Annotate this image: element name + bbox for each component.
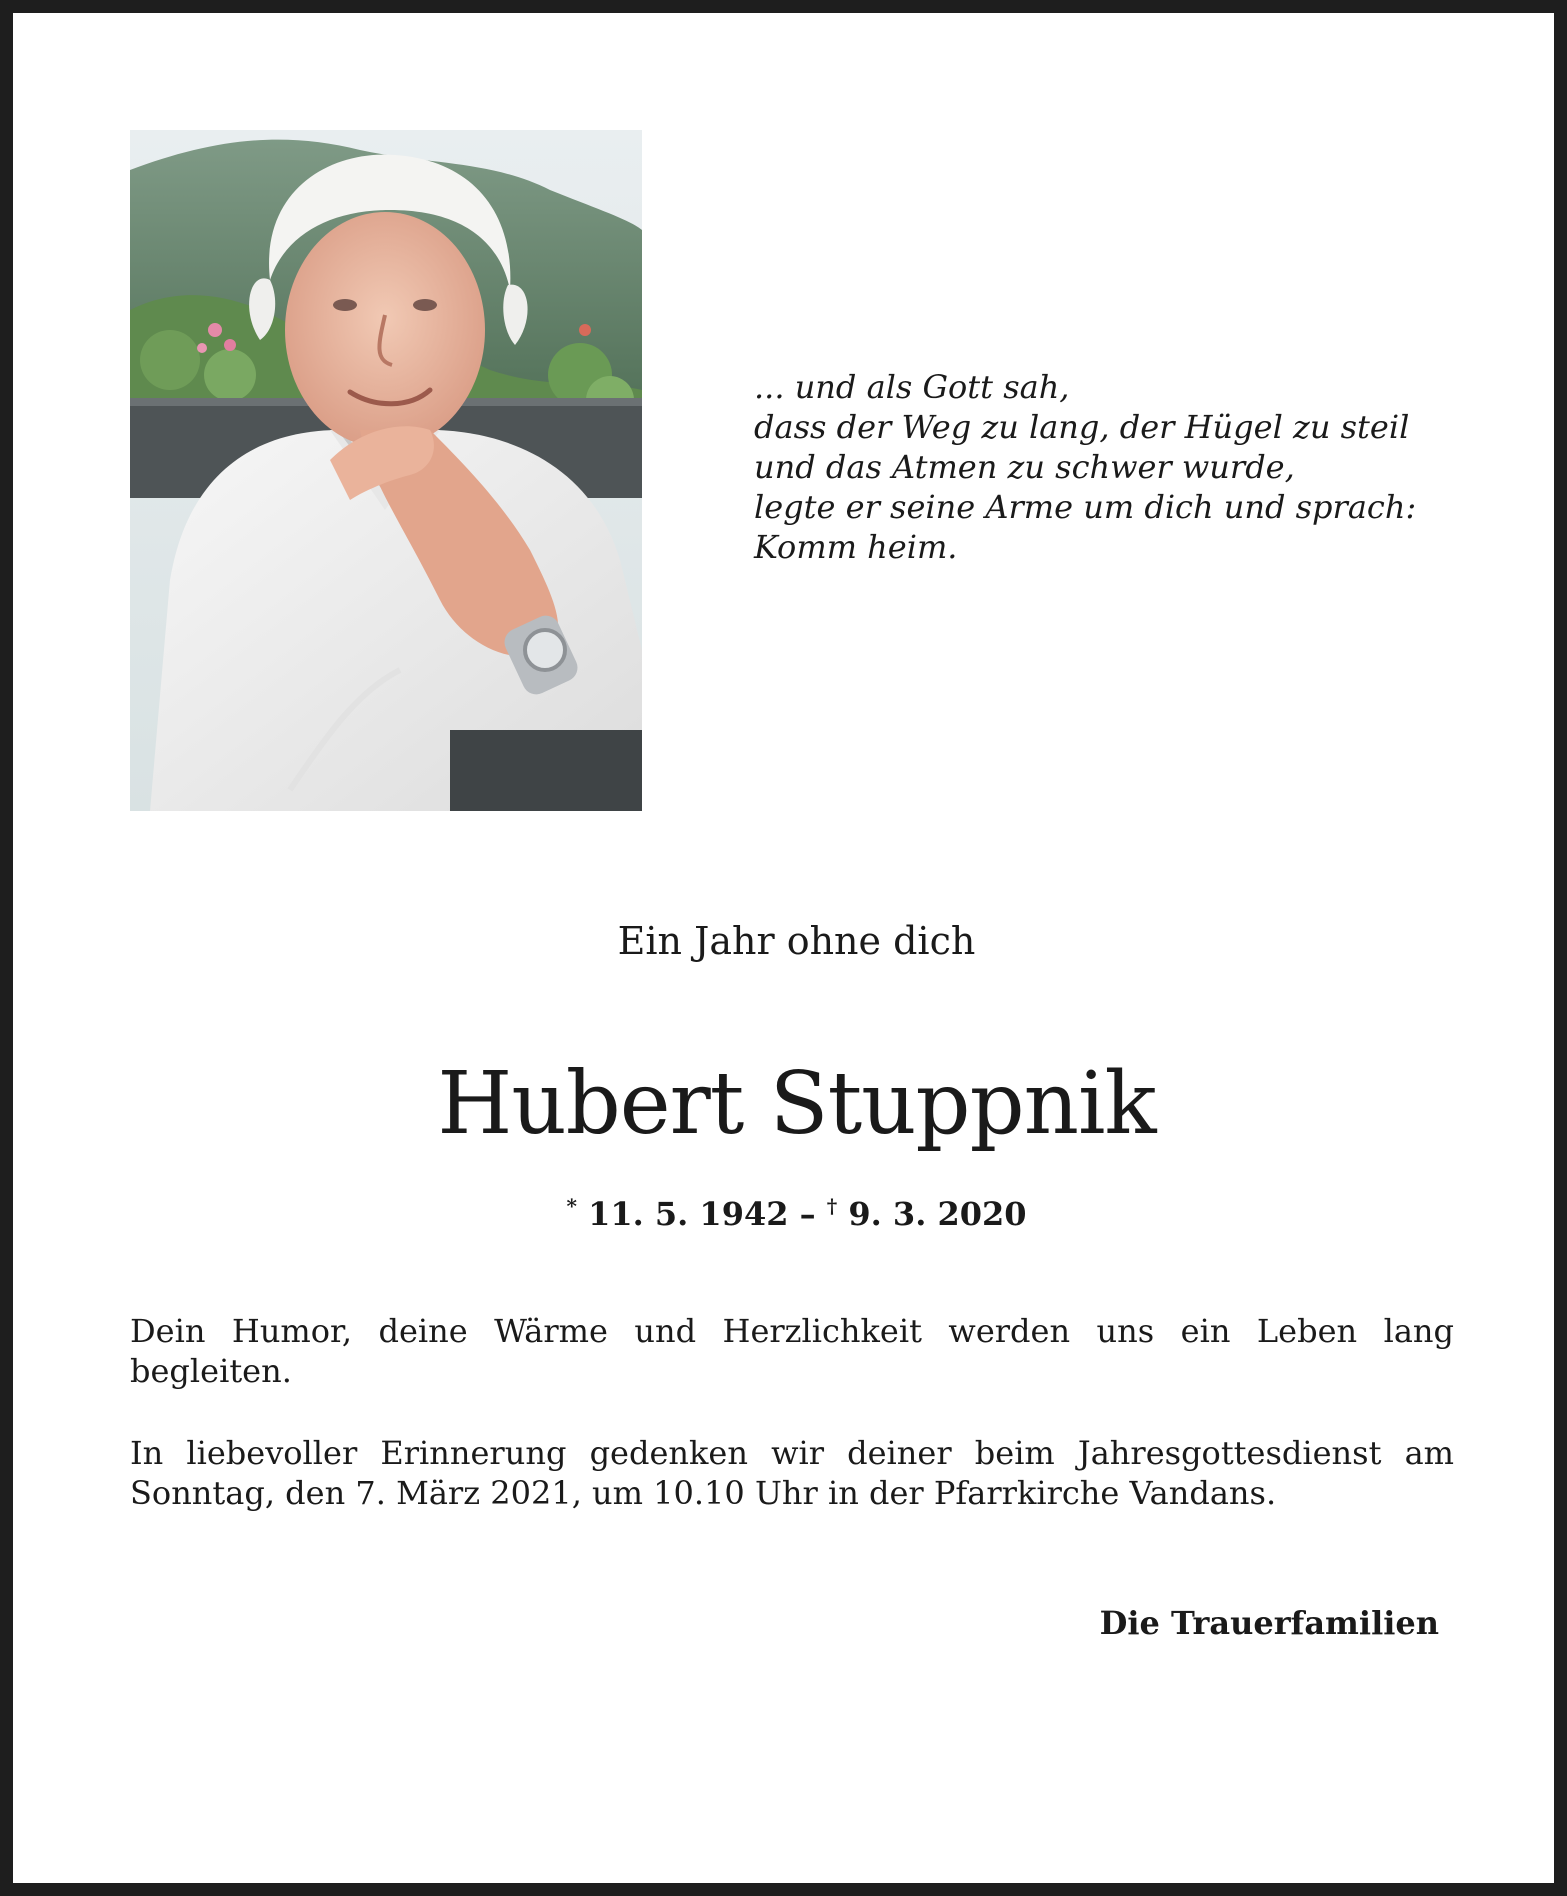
poem-line: ... und als Gott sah, bbox=[754, 368, 1070, 406]
service-paragraph: In liebevoller Erinnerung gedenken wir deiner beim Jahresgottesdienst am Sonntag, den 7. März 2021, um 10.10 Uhr in der Pfarrkirche Vandans. bbox=[130, 1434, 1454, 1512]
poem-line: legte er seine Arme um dich und sprach: bbox=[754, 488, 1417, 526]
anniversary-heading: Ein Jahr ohne dich bbox=[617, 919, 976, 963]
portrait-illustration bbox=[130, 130, 642, 811]
birth-date: 11. 5. 1942 bbox=[588, 1195, 789, 1233]
tribute-paragraph: Dein Humor, deine Wärme und Herzlichkeit werden uns ein Leben lang begleiten. bbox=[130, 1312, 1454, 1390]
death-symbol: † bbox=[826, 1194, 838, 1218]
death-date: 9. 3. 2020 bbox=[848, 1195, 1027, 1233]
deceased-name: Hubert Stuppnik bbox=[437, 1054, 1156, 1154]
life-dates bbox=[13, 1186, 1567, 1234]
birth-symbol: * bbox=[566, 1194, 577, 1218]
poem-line: und das Atmen zu schwer wurde, bbox=[754, 448, 1295, 486]
signature: Die Trauerfamilien bbox=[1099, 1604, 1439, 1642]
memorial-poem bbox=[754, 367, 1474, 567]
date-separator: – bbox=[788, 1195, 827, 1233]
poem-line: Komm heim. bbox=[754, 528, 958, 566]
portrait-photo bbox=[130, 130, 642, 811]
poem-line: dass der Weg zu lang, der Hügel zu steil bbox=[754, 408, 1410, 446]
